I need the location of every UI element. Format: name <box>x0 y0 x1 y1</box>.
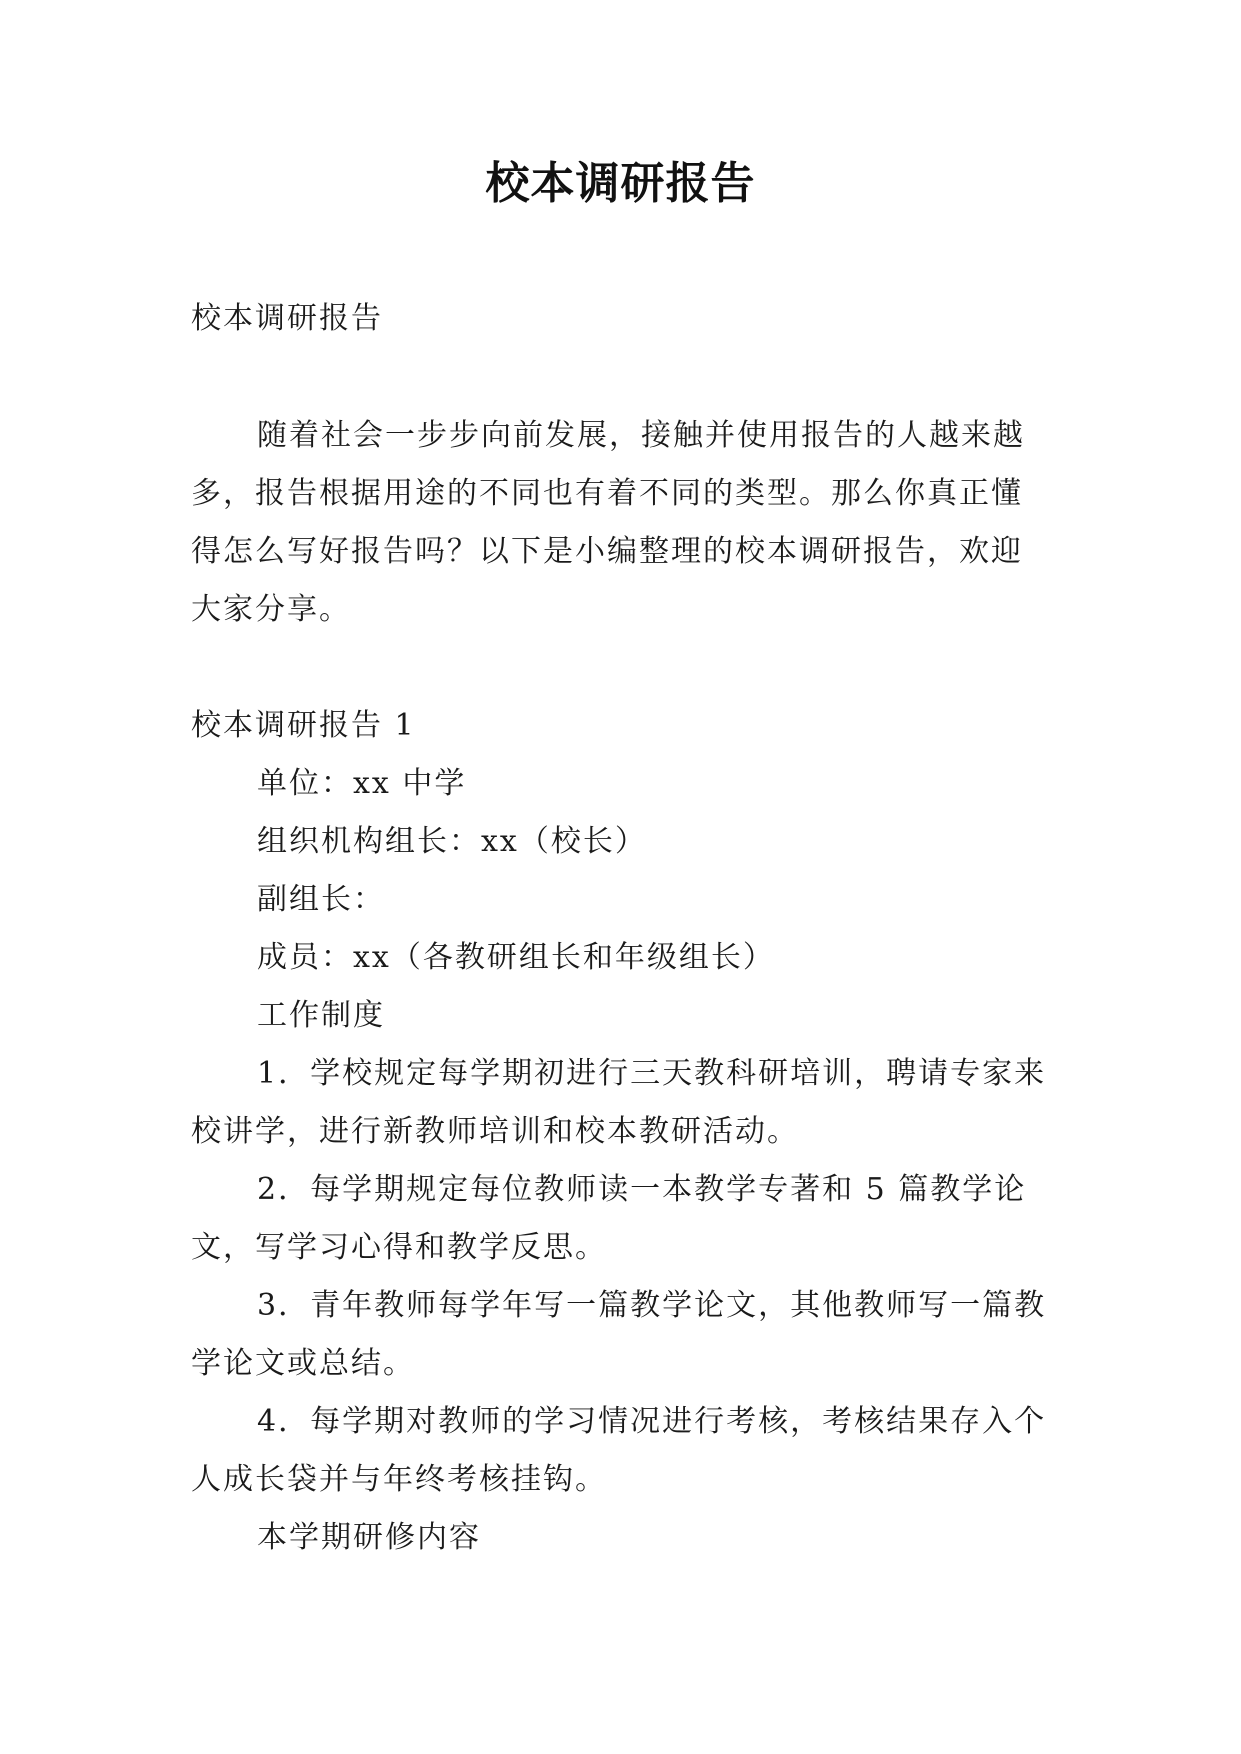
spacer <box>191 348 1051 407</box>
system-heading: 工作制度 <box>257 998 385 1033</box>
unit-line: 单位：xx 中学 <box>257 766 467 801</box>
list-item: 1．学校规定每学期初进行三天教科研培训，聘请专家来校讲学，进行新教师培训和校本教研活动。 <box>191 1056 1047 1149</box>
document-title: 校本调研报告 <box>485 158 756 209</box>
leader-line: 组织机构组长：xx（校长） <box>257 824 647 859</box>
document-subtitle: 校本调研报告 <box>191 301 383 336</box>
list-item: 4．每学期对教师的学习情况进行考核，考核结果存入个人成长袋并与年终考核挂钩。 <box>191 1404 1047 1497</box>
list-item: 2．每学期规定每位教师读一本教学专著和 5 篇教学论文，写学习心得和教学反思。 <box>191 1172 1027 1265</box>
document-body <box>191 290 1051 1567</box>
study-heading: 本学期研修内容 <box>257 1520 481 1555</box>
spacer <box>191 639 1051 697</box>
members-line: 成员：xx（各教研组长和年级组长） <box>257 940 775 975</box>
section-heading: 校本调研报告 1 <box>191 708 416 743</box>
list-item: 3．青年教师每学年写一篇教学论文，其他教师写一篇教学论文或总结。 <box>191 1288 1047 1381</box>
deputy-line: 副组长： <box>257 882 385 917</box>
intro-paragraph: 随着社会一步步向前发展，接触并使用报告的人越来越多，报告根据用途的不同也有着不同的类型。那么你真正懂得怎么写好报告吗？以下是小编整理的校本调研报告，欢迎大家分享。 <box>191 418 1025 627</box>
